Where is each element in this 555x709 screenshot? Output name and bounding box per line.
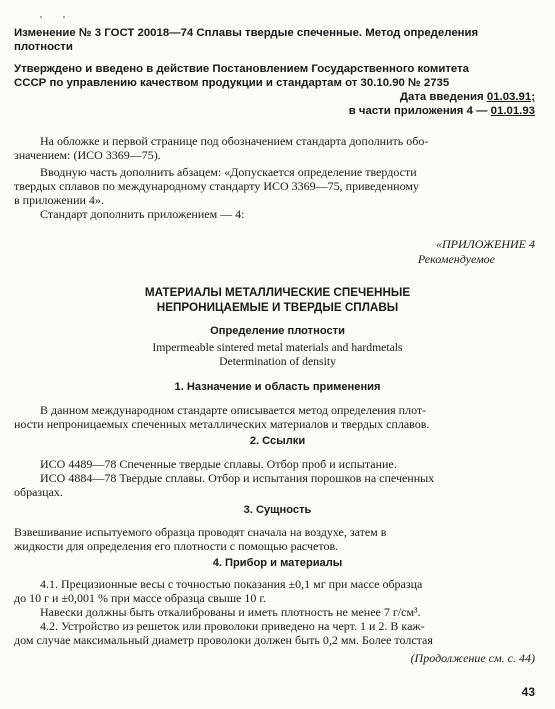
appendix-date bbox=[349, 106, 535, 117]
section2-heading: 2. Ссылки bbox=[249, 435, 306, 447]
approval-line1: Утверждено и введено в действие Постановлением Государственного комитета bbox=[14, 63, 469, 75]
amendment-title-line2: плотности bbox=[14, 41, 73, 53]
section1-line2: ности непроницаемых спеченных металлических материалов и твердых сплавов. bbox=[14, 417, 430, 431]
section3-line1: Взвешивание испытуемого образца проводят сначала на воздухе, затем в bbox=[14, 525, 387, 539]
intro-p3-line1: Стандарт дополнить приложением — 4: bbox=[40, 207, 245, 221]
english-title-line2: Determination of density bbox=[219, 355, 336, 368]
appendix-date-label: в части приложения 4 — bbox=[348, 105, 491, 117]
section4-line2: до 10 г и ±0,001 % при массе образца свыше 10 г. bbox=[14, 591, 266, 605]
appendix-subtitle: Определение плотности bbox=[210, 325, 345, 337]
approval-line2: СССР по управлению качеством продукции и стандартам от 30.10.90 № 2735 bbox=[14, 77, 450, 89]
section4-heading: 4. Прибор и материалы bbox=[212, 557, 343, 569]
continuation-note: (Продолжение см. с. 44) bbox=[410, 651, 535, 665]
page-number: 43 bbox=[521, 685, 535, 699]
section2-line1: ИСО 4489—78 Спеченные твердые сплавы. Отбор проб и испытание. bbox=[40, 457, 397, 471]
introduction-date-value: 01.03.91; bbox=[486, 91, 535, 103]
scan-mark-left: ' bbox=[40, 14, 42, 26]
appendix-status: Рекомендуемое bbox=[417, 252, 495, 266]
amendment-title-line1: Изменение № 3 ГОСТ 20018—74 Сплавы твердые спеченные. Метод определения bbox=[14, 27, 479, 39]
section2-line3: образцах. bbox=[14, 485, 63, 499]
english-title-line1: Impermeable sintered metal materials and hardmetals bbox=[152, 341, 403, 354]
intro-p2-line3: в приложении 4». bbox=[14, 193, 104, 207]
intro-p2-line1: Вводную часть дополнить абзацем: «Допускается определение твердости bbox=[40, 165, 417, 179]
section4-line4: 4.2. Устройство из решеток или проволоки приведено на черт. 1 и 2. В каж- bbox=[40, 619, 425, 633]
intro-p1-line2: значением: (ИСО 3369—75). bbox=[14, 148, 161, 162]
appendix-date-value: 01.01.93 bbox=[490, 105, 535, 117]
appendix-title-line1: МАТЕРИАЛЫ МЕТАЛЛИЧЕСКИЕ СПЕЧЕННЫЕ bbox=[144, 286, 411, 299]
introduction-date-label: Дата введения bbox=[399, 91, 487, 103]
section4-line3: Навески должны быть откалиброваны и иметь плотность не менее 7 г/см³. bbox=[40, 605, 421, 619]
section3-heading: 3. Сущность bbox=[243, 504, 312, 516]
section1-line1: В данном международном стандарте описывается метод определения плот- bbox=[40, 403, 427, 417]
introduction-date bbox=[400, 92, 535, 103]
section4-line5: дом случае максимальный диаметр проволоки должен быть 0,2 мм. Более толстая bbox=[14, 633, 433, 647]
section1-heading: 1. Назначение и область применения bbox=[174, 381, 381, 393]
appendix-title-line2: НЕПРОНИЦАЕМЫЕ И ТВЕРДЫЕ СПЛАВЫ bbox=[156, 301, 399, 314]
intro-p2-line2: твердых сплавов по международному стандарту ИСО 3369—75, приведенному bbox=[14, 179, 419, 193]
section4-line1: 4.1. Прецизионные весы с точностью показания ±0,1 мг при массе образца bbox=[40, 577, 423, 591]
section2-line2: ИСО 4884—78 Твердые сплавы. Отбор и испытания порошков на спеченных bbox=[40, 471, 435, 485]
appendix-label: «ПРИЛОЖЕНИЕ 4 bbox=[436, 237, 535, 251]
scan-mark-right: ' bbox=[63, 14, 65, 26]
section3-line2: жидкости для определения его плотности с помощью расчетов. bbox=[14, 539, 339, 553]
intro-p1-line1: На обложке и первой странице под обозначением стандарта дополнить обо- bbox=[40, 134, 429, 148]
